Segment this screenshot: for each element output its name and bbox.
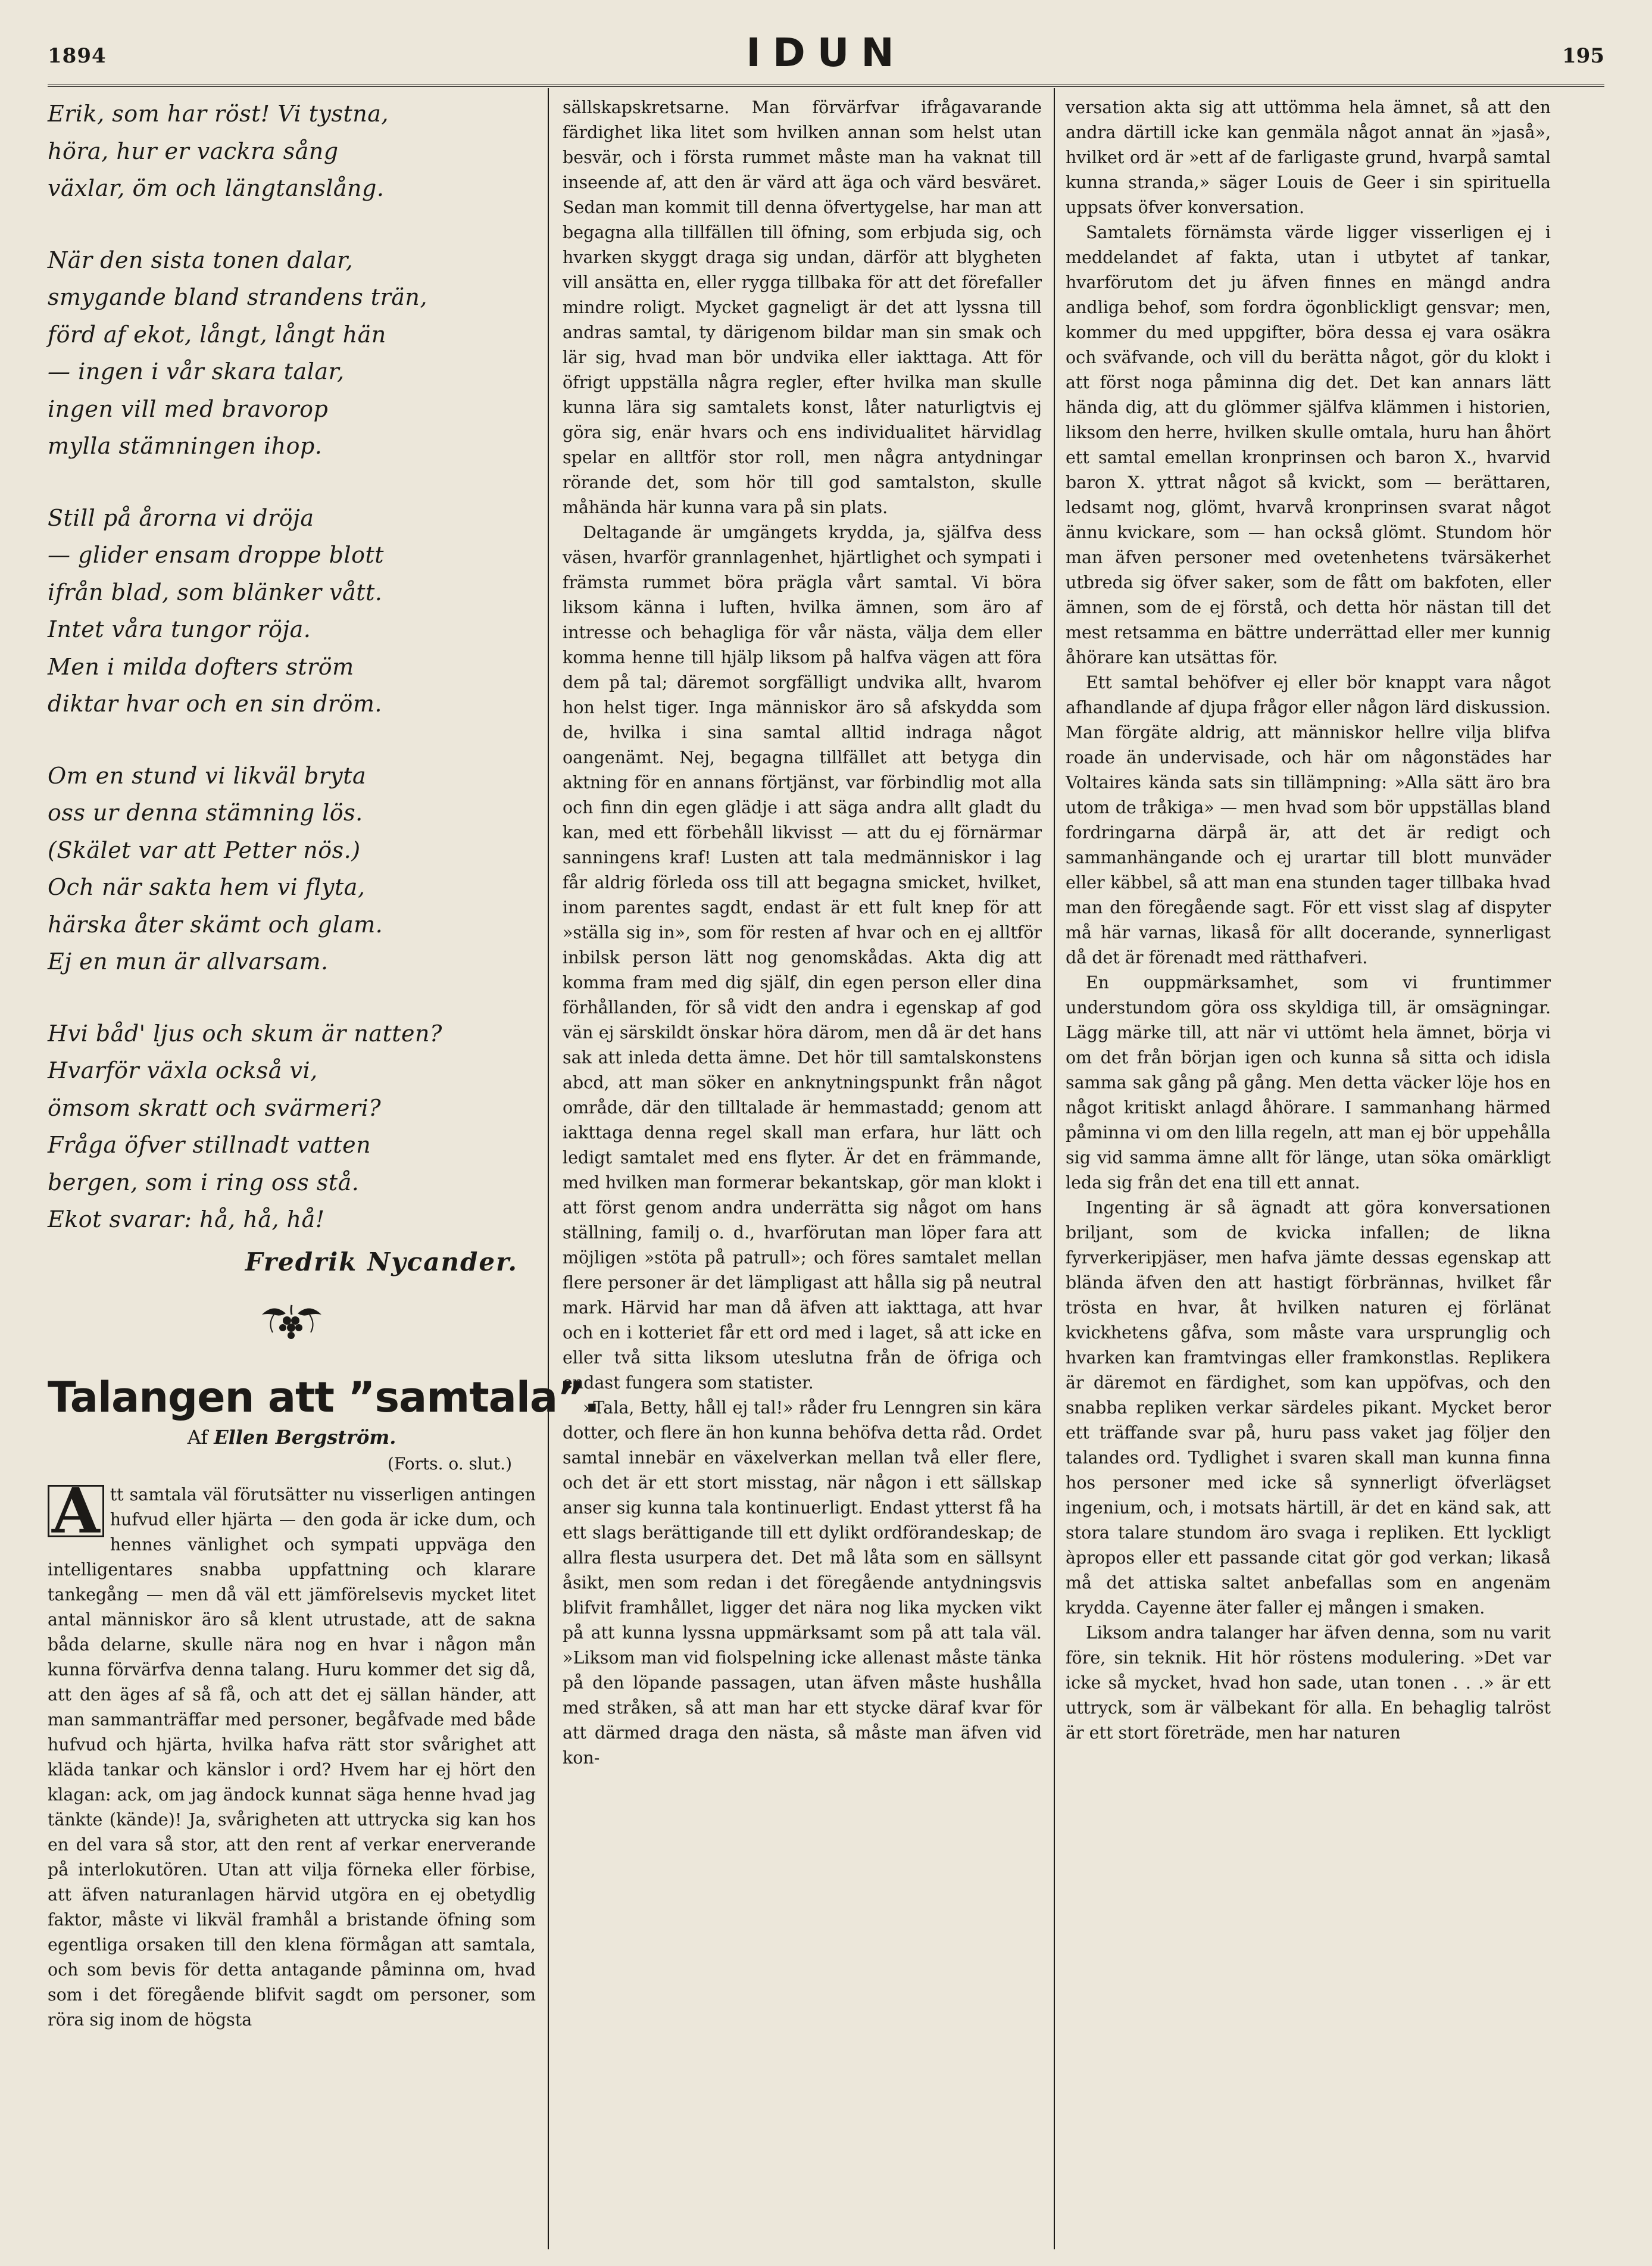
poem-stanza — [48, 757, 536, 981]
article-paragraph — [48, 1474, 536, 2033]
article-paragraph: versation akta sig att uttömma hela ämnet, så att den andra därtill icke kan genmäla något annat än »jaså», hvilket ord är »ett af de farligaste grund, hvarpå samtal kunna stranda,» säger Louis de Geer i sin spirituella uppsats öfver konversation. — [1066, 98, 1551, 217]
article-paragraph: Ingenting är så ägnadt att göra konversationen briljant, som de kvicka infallen; de likna fyrverkeripjäser, men hafva jämte dessas egenskap att blända äfven den att hastigt förbrännas, hvilket får trösta en hvar, åt hvilken naturen ej förlänat kvickhetens gåfva, som måste vara ursprunglig och hvarken kan framtvingas eller framkonstlas. Replikera är däremot en färdighet, som kan uppöfvas, och den snabba repliken verkar särdeles pikant. Mycket beror ett träffande svar på, huru pass vaket jag följer den talandes ord. Tydlighet i svaren skall man kunna finna hos personer med icke så synnerligt öfverlägset ingenium, och, i motsats härtill, är det en känd sak, att stora talare stundom äro svaga i repliken. Ett lyckligt àpropos eller ett passande citat gör god verkan; likaså må det attiska saltet anbefallas som en angenäm krydda. Cayenne äter faller ej mången i smaken. — [1066, 1198, 1551, 1618]
poem-line: Ej en mun är allvarsam. — [48, 948, 329, 975]
poem-line: ömsom skratt och svärmeri? — [48, 1094, 382, 1121]
page-number: 195 — [1562, 44, 1604, 68]
poem-line: Och när sakta hem vi flyta, — [48, 874, 366, 900]
page-header — [48, 24, 1604, 77]
column-3 — [1066, 95, 1551, 1746]
article-paragraph: Deltagande är umgängets krydda, ja, själfva dess väsen, hvarför grannlagenhet, hjärtlighet och sympati i främsta rummet böra prägla vårt samtal. Vi böra liksom känna i luften, hvilka ämnen, som äro af intresse och behagliga för vår nästa, välja dem eller komma henne till hjälp liksom på halfva vägen att föra dem på tal; däremot sorgfälligt undvika allt, hvarom hon helst tiger. Inga människor äro så afskydda som de, hvilka i sina samtal alltid indraga något oangenämt. Nej, begagna tillfället att betyga din aktning för en annans förtjänst, var förbindlig mot alla och finn din egen glädje i att säga andra allt gladt du kan, med ett förbehåll likvisst — att du ej förnärmar sanningens kraf! Lusten att tala medmänniskor i lag får aldrig förleda oss till att begagna smicket, hvilket, inom parentes sagdt, endast är ett fult knep för att »ställa sig in», som för resten af hvar och en ej alltför inbilsk person lätt nog genomskådas. Akta dig att komma fram med dig själf, din egen person eller dina förhållanden, för så vidt den andra i egenskap af god vän ej särskildt önskar höra därom, men då är det hans sak att inleda detta ämne. Det hör till samtalskonstens abcd, att man söker en anknytningspunkt från något område, där den tilltalade är hemmastadd; genom att iakttaga denna regel skall man erfara, hur lätt och ledigt samtalet med ens flyter. Är det en främmande, med hvilken man formerar bekantskap, gör man klokt i att först genom andra underrätta sig något om hans ställning, familj o. d., hvarförutan man löper fara att möjligen »stöta på patrull»; och föres samtalet mellan flere personer är det lämpligast att hålla sig på neutral mark. Härvid har man då äfven att iakttaga, att hvar och en i kotteriet får ett ord med i laget, så att icke en eller två sitta liksom uteslutna från de öfriga och endast fungera som statister. — [563, 523, 1042, 1393]
poem-stanza — [48, 242, 536, 465]
poem-line: När den sista tonen dalar, — [48, 246, 354, 273]
header-rule — [48, 85, 1604, 87]
poem-line: Fråga öfver stillnadt vatten — [48, 1132, 371, 1158]
poem-line: Ekot svarar: hå, hå, hå! — [48, 1206, 325, 1232]
article-paragraph: »Tala, Betty, håll ej tal!» råder fru Lenngren sin kära dotter, och flere än hon kunna behöfva detta råd. Ordet samtal innebär en växelverkan mellan två eller flere, och det är ett stort misstag, när någon i ett sällskap anser sig kunna tala kontinuerligt. Endast ytterst få ha ett slags berättigande till ett dylikt ordförandeskap; de allra flesta usurpera det. Det må låta som en sällsynt åsikt, men som redan i det föregående antydningsvis blifvit framhållet, ligger det nära nog lika mycken vikt på att kunna lyssna uppmärksamt som på att tala väl. »Liksom man vid fiolspelning icke allenast måste tänka på den löpande passagen, utan äfven måste hushålla med stråken, så att man har ett stycke däraf kvar för att därmed draga den nästa, så måste man äfven vid kon- — [563, 1398, 1042, 1768]
poem-line: Intet våra tungor röja. — [48, 616, 311, 642]
poem-stanza — [48, 500, 536, 723]
poem-line: smygande bland strandens trän, — [48, 284, 427, 310]
grape-vignette-icon — [48, 1297, 536, 1347]
poem-line: ifrån blad, som blänker vått. — [48, 579, 383, 605]
continuation-note: (Forts. o. slut.) — [387, 1453, 512, 1474]
byline-prefix: Af — [187, 1425, 208, 1449]
article-title: Talangen att ”samtala”. — [48, 1372, 599, 1422]
article-paragraph: sällskapskretsarne. Man förvärfvar ifrågavarande färdighet lika litet som hvilken annan som helst utan besvär, och i första rummet måste man ha vaknat till inseende af, att den är värd att äga och värd besväret. Sedan man kommit till denna öfvertygelse, har man att begagna alla tillfällen till öfning, som erbjuda sig, och hvarken skyggt draga sig undan, därför att blygheten vill ansätta en, eller rygga tillbaka för att det förefaller mindre roligt. Mycket gagneligt är det att lyssna till andras samtal, ty därigenom bildar man sin smak och lär sig, hvad man bör undvika eller iakttaga. Att för öfrigt uppställa några regler, efter hvilka man skulle kunna lära sig samtalets konst, låter naturligtvis ej göra sig, enär hvars och ens individualitet härvidlag spelar en alltför stor roll, men några antydningar rörande det, som hör till god samtalston, skulle måhända här kunna vara på sin plats. — [563, 98, 1042, 517]
poem-line: — glider ensam droppe blott — [48, 542, 384, 568]
poem-line: växlar, öm och längtanslång. — [48, 175, 385, 201]
poem-line: Men i milda dofters ström — [48, 653, 354, 680]
poem-line: höra, hur er vackra sång — [48, 138, 339, 164]
header-year: 1894 — [48, 44, 107, 68]
column-rule-1 — [548, 88, 549, 2249]
article-paragraph: Liksom andra talanger har äfven denna, som nu varit före, sin teknik. Hit hör röstens modulering. »Det var icke så mycket, hvad hon sade, utan tonen . . .» är ett uttryck, som är välbekant för alla. En behaglig talröst är ett stort företräde, men har naturen — [1066, 1623, 1551, 1743]
poem-line: förd af ekot, långt, långt hän — [48, 321, 386, 348]
poem-stanza — [48, 1015, 536, 1238]
drop-cap: A — [48, 1485, 104, 1537]
article-paragraph: Ett samtal behöfver ej eller bör knappt vara något afhandlande af djupa frågor eller någon lärd diskussion. Man förgäte aldrig, att människor hellre vilja blifva roade än undervisade, och här om någonstädes har Voltaires kända sats sin tillämpning: »Alla sätt äro bra utom de tråkiga» — men hvad som bör uppställas bland fordringarna därpå är, att det är redigt och sammanhängande och ej urartar till blott munväder eller käbbel, så att man ena stunden tager tillbaka hvad man den föregående sagt. För ett visst slag af dispyter må här varnas, likaså för allt docerande, synnerligast då det är förenadt med rätthafveri. — [1066, 673, 1551, 967]
poem-line: — ingen i vår skara talar, — [48, 358, 345, 385]
poem-stanza — [48, 95, 536, 207]
poem-line: bergen, som i ring oss stå. — [48, 1169, 360, 1196]
article-paragraph: Samtalets förnämsta värde ligger visserligen ej i meddelandet af fakta, utan i utbytet af tankar, hvarförutom det ju äfven finnes en mängd andra andliga behof, som fordra ögonblickligt gensvar; men, kommer du med uppgifter, böra dessa ej vara osäkra och sväfvande, och vill du berätta något, gör du klokt i att först noga påminna dig det. Det kan annars lätt hända dig, att du glömmer själfva klämmen i historien, liksom den herre, hvilken skulle omtala, huru han åhört ett samtal emellan kronprinsen och baron X., hvarvid baron X. yttrat något så kvickt, som — berättaren, ledsamt nog, glömt, hvarvå kronprinsen svarat något ännu kvickare, som — han också glömt. Stundom hör man äfven personer med ovetenhetens tvärsäkerhet utbreda sig öfver saker, som de fått om bakfoten, eller ämnen, som de ej förstå, och detta hör nästan till det mest retsamma en bättre underrättad eller mer kunnig åhörare kan utsättas för. — [1066, 223, 1551, 667]
poem — [48, 95, 536, 1280]
poem-line: härska åter skämt och glam. — [48, 911, 383, 938]
paragraph-text: tt samtala väl förutsätter nu visserligen antingen hufvud eller hjärta — den goda är icke dum, och hennes vänlighet och sympati uppväga den intelligentares snabba uppfattning och klarare tankegång — men då väl ett jämförelsevis mycket litet antal människor äro så klent utrustade, att de sakna båda delarne, skulle nära nog en hvar i någon mån kunna förvärfva denna talang. Huru kommer det sig då, att den äges af så få, och att det ej sällan händer, att man sammanträffar med personer, begåfvade med både hufvud och hjärta, hvilka hafva rätt stor svårighet att kläda tankar och känslor i ord? Hvem har ej hört den klagan: ack, om jag ändock kunnat säga henne hvad jag tänkte (kände)! Ja, svårigheten att uttrycka sig kan hos en del vara så stor, att den rent af verkar enerverande på interlokutören. Utan att vilja förneka eller förbise, att äfven naturanlagen härvid utgöra en ej obetydlig faktor, måste vi likväl framhål a bristande öfning som egentliga orsaken till den klena förmågan att samtala, och som bevis för detta antagande påminna om, hvad som i det föregående blifvit sagdt om personer, som röra sig inom de högsta — [48, 1484, 536, 2030]
poem-line: Om en stund vi likväl bryta — [48, 762, 367, 789]
poem-line: diktar hvar och en sin dröm. — [48, 691, 382, 717]
poem-line: Hvi båd' ljus och skum är natten? — [48, 1020, 442, 1047]
poem-line: Erik, som har röst! Vi tystna, — [48, 101, 389, 127]
poem-line: ingen vill med bravorop — [48, 395, 329, 422]
poem-line: Hvarför växla också vi, — [48, 1057, 318, 1084]
masthead-title: IDUN — [746, 30, 906, 76]
column-1 — [48, 95, 599, 2033]
article-byline — [48, 1424, 536, 1450]
column-2 — [563, 95, 1042, 1771]
poem-line: (Skälet var att Petter nös.) — [48, 837, 361, 863]
article-paragraph: En ouppmärksamhet, som vi fruntimmer understundom göra oss skyldiga till, är omsägningar. Lägg märke till, att när vi uttömt hela ämnet, börja vi om det från början igen och kunna så sitta och idisla samma sak gång på gång. Men detta väcker löje hos en något kritiskt anlagd åhörare. I sammanhang härmed påminna vi om den lilla regeln, att man ej bör uppehålla sig vid samma ämne allt för länge, utan söka omärkligt leda sig från det ena till ett annat. — [1066, 973, 1551, 1193]
column-rule-2 — [1054, 88, 1055, 2249]
byline-author: Ellen Bergström. — [214, 1425, 396, 1449]
poem-line: Still på årorna vi dröja — [48, 504, 314, 531]
poem-line: oss ur denna stämning lös. — [48, 800, 363, 826]
poem-line: mylla stämningen ihop. — [48, 433, 323, 459]
poem-author: Fredrik Nycander. — [245, 1247, 518, 1276]
